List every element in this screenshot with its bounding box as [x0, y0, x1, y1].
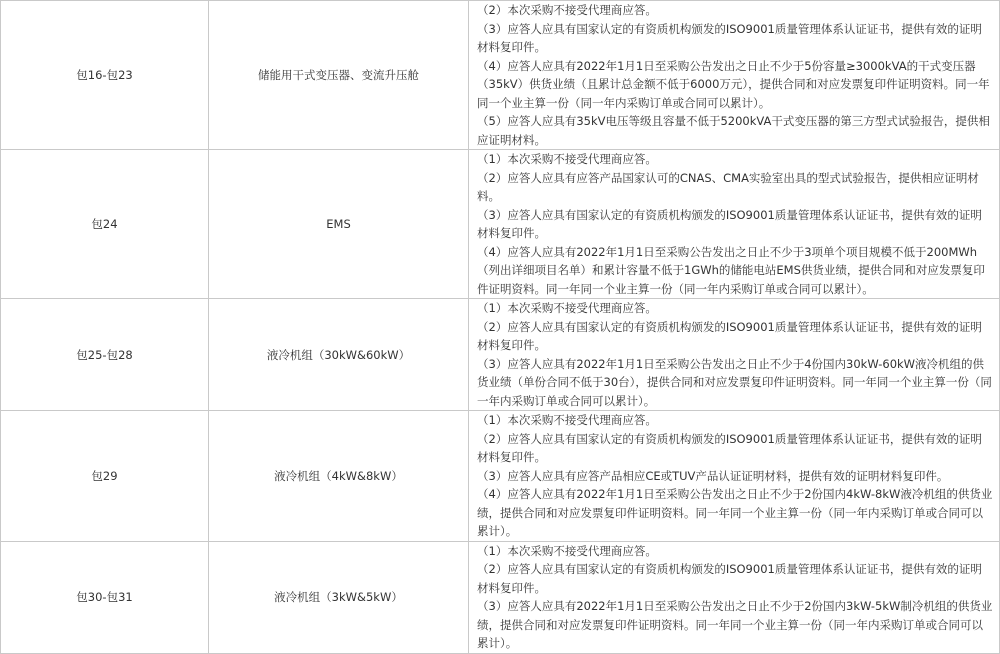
package-cell: 包29 — [1, 411, 209, 542]
requirement-item: （5）应答人应具有35kV电压等级且容量不低于5200kVA干式变压器的第三方型式试验报告，提供相应证明材料。 — [477, 114, 990, 147]
table-row — [1, 411, 1000, 542]
requirement-item: （2）应答人应具有应答产品国家认可的CNAS、CMA实验室出具的型式试验报告，提供相应证明材料。 — [477, 170, 979, 203]
package-cell: 包30-包31 — [1, 541, 209, 653]
requirement-item: （1）本次采购不接受代理商应答。 — [477, 152, 657, 166]
requirement-item: （3）应答人应具有2022年1月1日至采购公告发出之日止不少于2份国内3kW-5kW制冷机组的供货业绩，提供合同和对应发票复印件证明资料。同一年同一个业主算一份（同一年内采购订单或合同可以累计）。 — [477, 599, 993, 650]
requirement-item: （3）应答人应具有国家认定的有资质机构颁发的ISO9001质量管理体系认证证书，提供有效的证明材料复印件。 — [477, 21, 982, 54]
product-name-cell: EMS — [209, 150, 469, 299]
requirement-item: （4）应答人应具有2022年1月1日至采购公告发出之日止不少于3项单个项目规模不低于200MWh（列出详细项目名单）和累计容量不低于1GWh的储能电站EMS供货业绩，提供合同和对应发票复印件证明资料。同一年同一个业主算一份（同一年内采购订单或合同可以累计）。 — [477, 244, 985, 296]
table-row — [1, 541, 1000, 653]
table-row — [1, 1, 1000, 150]
product-name-cell: 储能用干式变压器、变流升压舱 — [209, 1, 469, 150]
requirement-item: （3）应答人应具有国家认定的有资质机构颁发的ISO9001质量管理体系认证证书，提供有效的证明材料复印件。 — [477, 207, 982, 240]
requirement-item: （2）应答人应具有国家认定的有资质机构颁发的ISO9001质量管理体系认证证书，提供有效的证明材料复印件。 — [477, 431, 982, 464]
requirement-item: （3）应答人应具有应答产品相应CE或TUV产品认证证明材料，提供有效的证明材料复印件。 — [477, 468, 949, 483]
requirements-cell — [469, 411, 1000, 542]
requirements-cell — [469, 541, 1000, 653]
package-cell: 包25-包28 — [1, 299, 209, 411]
package-cell: 包24 — [1, 150, 209, 299]
product-name-cell: 液冷机组（30kW&60kW） — [209, 299, 469, 411]
package-cell: 包16-包23 — [1, 1, 209, 150]
product-name-cell: 液冷机组（4kW&8kW） — [209, 411, 469, 542]
requirement-item: （4）应答人应具有2022年1月1日至采购公告发出之日止不少于2份国内4kW-8kW液冷机组的供货业绩，提供合同和对应发票复印件证明资料。同一年同一个业主算一份（同一年内采购订单或合同可以累计）。 — [477, 487, 993, 538]
requirement-item: （4）应答人应具有2022年1月1日至采购公告发出之日止不少于5份容量≥3000kVA的干式变压器（35kV）供货业绩（且累计总金额不低于6000万元），提供合同和对应发票复印件证明资料。同一年同一个业主算一份（同一年内采购订单或合同可以累计）。 — [477, 58, 990, 110]
requirement-item: （3）应答人应具有2022年1月1日至采购公告发出之日止不少于4份国内30kW-60kW液冷机组的供货业绩（单份合同不低于30台），提供合同和对应发票复印件证明资料。同一年同一个业主算一份（同一年内采购订单或合同可以累计）。 — [477, 356, 992, 408]
table-row — [1, 299, 1000, 411]
product-name-cell: 液冷机组（3kW&5kW） — [209, 541, 469, 653]
requirement-item: （1）本次采购不接受代理商应答。 — [477, 543, 657, 558]
requirement-item: （1）本次采购不接受代理商应答。 — [477, 413, 657, 427]
requirements-cell — [469, 150, 1000, 299]
requirement-item: （2）本次采购不接受代理商应答。 — [477, 3, 657, 17]
requirement-item: （1）本次采购不接受代理商应答。 — [477, 301, 657, 315]
requirement-item: （2）应答人应具有国家认定的有资质机构颁发的ISO9001质量管理体系认证证书，提供有效的证明材料复印件。 — [477, 562, 982, 595]
requirements-cell — [469, 1, 1000, 150]
requirement-item: （2）应答人应具有国家认定的有资质机构颁发的ISO9001质量管理体系认证证书，提供有效的证明材料复印件。 — [477, 319, 982, 352]
table-row — [1, 150, 1000, 299]
requirements-cell — [469, 299, 1000, 411]
